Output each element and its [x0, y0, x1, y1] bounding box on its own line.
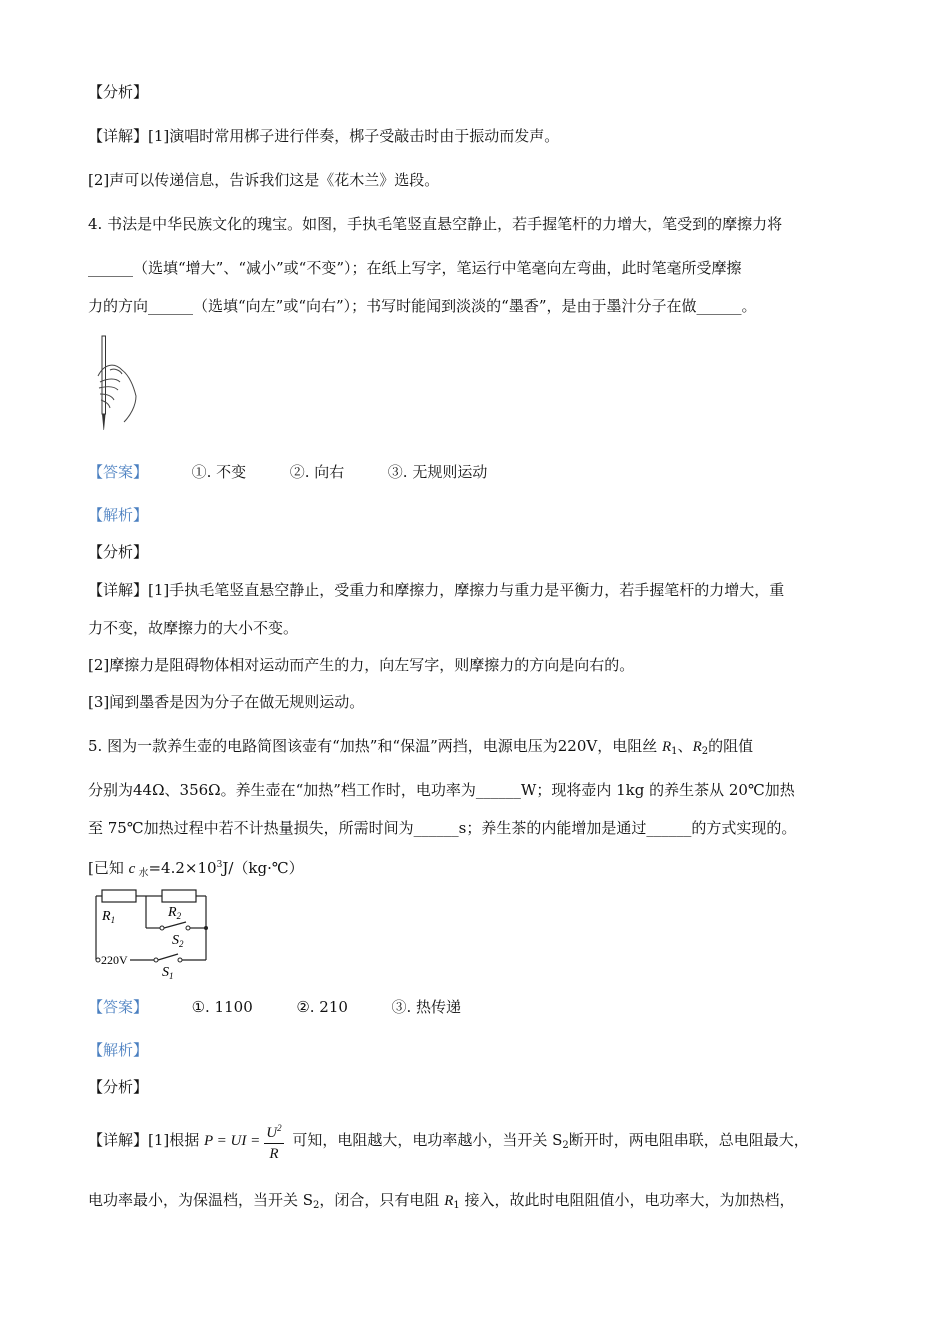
circuit-diagram: [88, 884, 214, 980]
circuit-label-r2: $R_2$: [168, 905, 182, 921]
q4-analysis-label: 【分析】: [88, 543, 149, 561]
formula-denominator: R: [269, 1146, 279, 1162]
q5-r1-symbol: R: [662, 739, 672, 755]
q5-separator: 、: [677, 737, 693, 755]
q4-answer-label: 【答案】: [88, 463, 149, 481]
q5-answer-row: [88, 997, 461, 1017]
q3-detail-1: 【详解】[1]演唱时常用梆子进行伴奏，梆子受敲击时由于振动而发声。: [88, 127, 560, 145]
q5-known-sup: 3: [216, 860, 223, 870]
q5-detail-2a-sub: 2: [313, 1200, 320, 1211]
q5-known-value: =4.2×10: [148, 859, 217, 877]
q4-detail-1a: 【详解】[1]手执毛笔竖直悬空静止，受重力和摩擦力，摩擦力与重力是平衡力，若手握笔杆的力增大，重: [88, 581, 785, 599]
q4-answer-2: ②. 向右: [289, 463, 345, 481]
q5-stem-line-3: 至 75℃加热过程中若不计热量损失，所需时间为______s；养生茶的内能增加是通过______的方式实现的。: [88, 819, 797, 837]
q5-known-unit: J/（kg·℃）: [222, 859, 304, 877]
q5-detail-line-2: [88, 1190, 795, 1216]
q5-answer-3: ③. 热传递: [391, 998, 462, 1016]
q5-stem-line-1: [88, 736, 753, 762]
q5-r1-subscript: 1: [671, 746, 678, 757]
q5-detail-line-1: [88, 1118, 809, 1166]
q5-detail-2r: R: [444, 1193, 454, 1209]
switch-s1: [158, 954, 178, 960]
q4-stem-line-3: 力的方向______（选填“向左”或“向右”）；书写时能闻到淡淡的“墨香”，是由于墨汁分子在做______。: [88, 297, 757, 315]
q5-r2-subscript: 2: [701, 746, 709, 757]
circuit-label-voltage: 220V: [101, 953, 128, 967]
q5-detail-2r-sub: 1: [453, 1200, 460, 1211]
q5-detail-2c: 接入，故此时电阻阻值小，电功率大，为加热档，: [459, 1191, 795, 1209]
q5-known-sub: 水: [135, 868, 149, 879]
formula-numerator-sup: 2: [277, 1123, 282, 1133]
q5-detail-prefix: 【详解】[1]根据: [88, 1131, 205, 1149]
brush-hand-figure: [90, 334, 150, 438]
switch-s2: [164, 922, 186, 928]
formula-fraction: [264, 1118, 283, 1164]
q5-known-prefix: [已知: [88, 859, 129, 877]
circuit-label-s1: $S_1$: [162, 965, 174, 980]
q5-explain-label: 【解析】: [88, 1041, 149, 1059]
q5-stem-line-2: 分别为44Ω、356Ω。养生壶在“加热”档工作时，电功率为______W；现将壶内 1kg 的养生茶从 20℃加热: [88, 781, 795, 799]
q4-detail-1b: 力不变，故摩擦力的大小不变。: [88, 619, 299, 637]
q5-analysis-label: 【分析】: [88, 1078, 149, 1096]
q4-answer-1: ①. 不变: [191, 463, 247, 481]
formula-lhs: P = UI =: [204, 1133, 261, 1149]
resistor-r2: [162, 890, 196, 902]
resistor-r1: [102, 890, 136, 902]
q5-stem-text-b: 的阻值: [708, 737, 754, 755]
q4-detail-3: [3]闻到墨香是因为分子在做无规则运动。: [88, 693, 365, 711]
q4-stem-line-1: 4. 书法是中华民族文化的瑰宝。如图，手执毛笔竖直悬空静止，若手握笔杆的力增大，笔受到的摩擦力将: [88, 215, 783, 233]
q5-answer-1: ①. 1100: [191, 998, 253, 1016]
circuit-label-s2: $S_2$: [172, 933, 184, 949]
q3-detail-2: [2]声可以传递信息，告诉我们这是《花木兰》选段。: [88, 171, 440, 189]
q4-stem-line-2: ______（选填“增大”、“减小”或“不变”）；在纸上写字，笔运行中笔毫向左弯曲，此时笔毫所受摩擦: [88, 259, 742, 277]
formula-numerator: U: [266, 1125, 278, 1141]
q4-explain-label: 【解析】: [88, 506, 149, 524]
circuit-label-r1: $R_1$: [102, 909, 116, 925]
q5-r2-symbol: R: [692, 739, 702, 755]
q5-detail-2b: ，闭合，只有电阻: [319, 1191, 445, 1209]
q5-detail-2a: 电功率最小，为保温档，当开关 S: [88, 1191, 314, 1209]
q3-analysis-label: 【分析】: [88, 83, 149, 101]
q5-answer-2: ②. 210: [296, 998, 348, 1016]
q4-answer-row: [88, 462, 487, 482]
q5-known-values: [88, 855, 304, 884]
q4-answer-3: ③. 无规则运动: [387, 463, 488, 481]
q5-detail-text-c: 断开时，两电阻串联，总电阻最大，: [568, 1131, 809, 1149]
q4-detail-2: [2]摩擦力是阻碍物体相对运动而产生的力，向左写字，则摩擦力的方向是向右的。: [88, 656, 635, 674]
q5-known-c: c: [128, 861, 136, 877]
q5-detail-text-b: 可知，电阻越大，电功率越小，当开关 S: [287, 1131, 563, 1149]
q5-stem-text-a: 5. 图为一款养生壶的电路简图该壶有“加热”和“保温”两挡，电源电压为220V，电阻丝: [88, 737, 662, 755]
q5-answer-label: 【答案】: [88, 998, 149, 1016]
q5-detail-sub-b: 2: [562, 1140, 569, 1151]
